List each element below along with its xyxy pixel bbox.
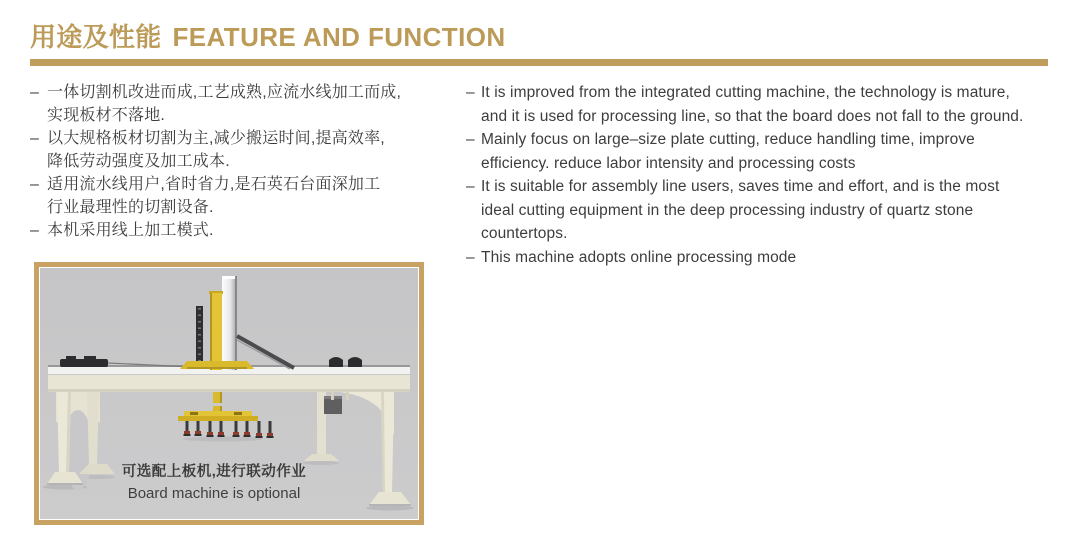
- photo-caption: [40, 463, 388, 503]
- feature-item-zh-1: [30, 81, 454, 127]
- feature-item-en-4: [466, 246, 1078, 270]
- feature-line: This machine adopts online processing mode: [481, 248, 797, 266]
- feature-item-en-1: [466, 81, 1078, 128]
- feature-line: Mainly focus on large–size plate cutting, reduce handling time, improve: [481, 131, 975, 148]
- feature-line: It is improved from the integrated cutting machine, the technology is mature,: [481, 84, 1010, 101]
- feature-item-zh-4: [30, 219, 454, 242]
- photo-caption-en: Board machine is optional: [127, 485, 301, 502]
- feature-line: 一体切割机改进而成,工艺成熟,应流水线加工而成,: [47, 84, 402, 101]
- bullet-dash: –: [466, 131, 475, 148]
- feature-line: efficiency. reduce labor intensity and processing costs: [481, 154, 856, 172]
- feature-line: 行业最理性的切割设备.: [47, 199, 214, 216]
- feature-line: 实现板材不落地.: [47, 107, 166, 124]
- feature-line: 本机采用线上加工模式.: [47, 222, 214, 239]
- feature-line: 以大规格板材切割为主,减少搬运时间,提高效率,: [47, 130, 385, 147]
- feature-item-en-2: [466, 128, 1078, 175]
- feature-list-en: [466, 81, 1078, 269]
- product-photo: [40, 268, 418, 519]
- photo-caption-zh: 可选配上板机,进行联动作业: [121, 464, 307, 480]
- feature-line: 适用流水线用户,省时省力,是石英石台面深加工: [47, 176, 381, 193]
- page-title-zh: 用途及性能: [30, 22, 162, 52]
- bullet-dash: –: [466, 84, 475, 101]
- feature-line: It is suitable for assembly line users, saves time and effort, and is the most: [481, 178, 1000, 195]
- page-title: [30, 22, 506, 52]
- feature-list-zh: [30, 81, 454, 242]
- product-figure-frame: [34, 262, 424, 525]
- feature-line: ideal cutting equipment in the deep processing industry of quartz stone: [481, 201, 974, 219]
- bullet-dash: –: [30, 130, 39, 147]
- title-underline-rule: [30, 59, 1048, 66]
- bullet-dash: –: [30, 84, 39, 101]
- bullet-dash: –: [30, 176, 39, 193]
- page-title-en: FEATURE AND FUNCTION: [172, 22, 506, 52]
- bullet-dash: –: [30, 222, 39, 239]
- feature-item-en-3: [466, 175, 1078, 246]
- feature-line: countertops.: [481, 225, 568, 242]
- feature-line: and it is used for processing line, so that the board does not fall to the ground.: [481, 107, 1024, 125]
- feature-item-zh-2: [30, 127, 454, 173]
- bullet-dash: –: [466, 178, 475, 195]
- feature-line: 降低劳动强度及加工成本.: [47, 153, 230, 170]
- feature-item-zh-3: [30, 173, 454, 219]
- bullet-dash: –: [466, 248, 475, 266]
